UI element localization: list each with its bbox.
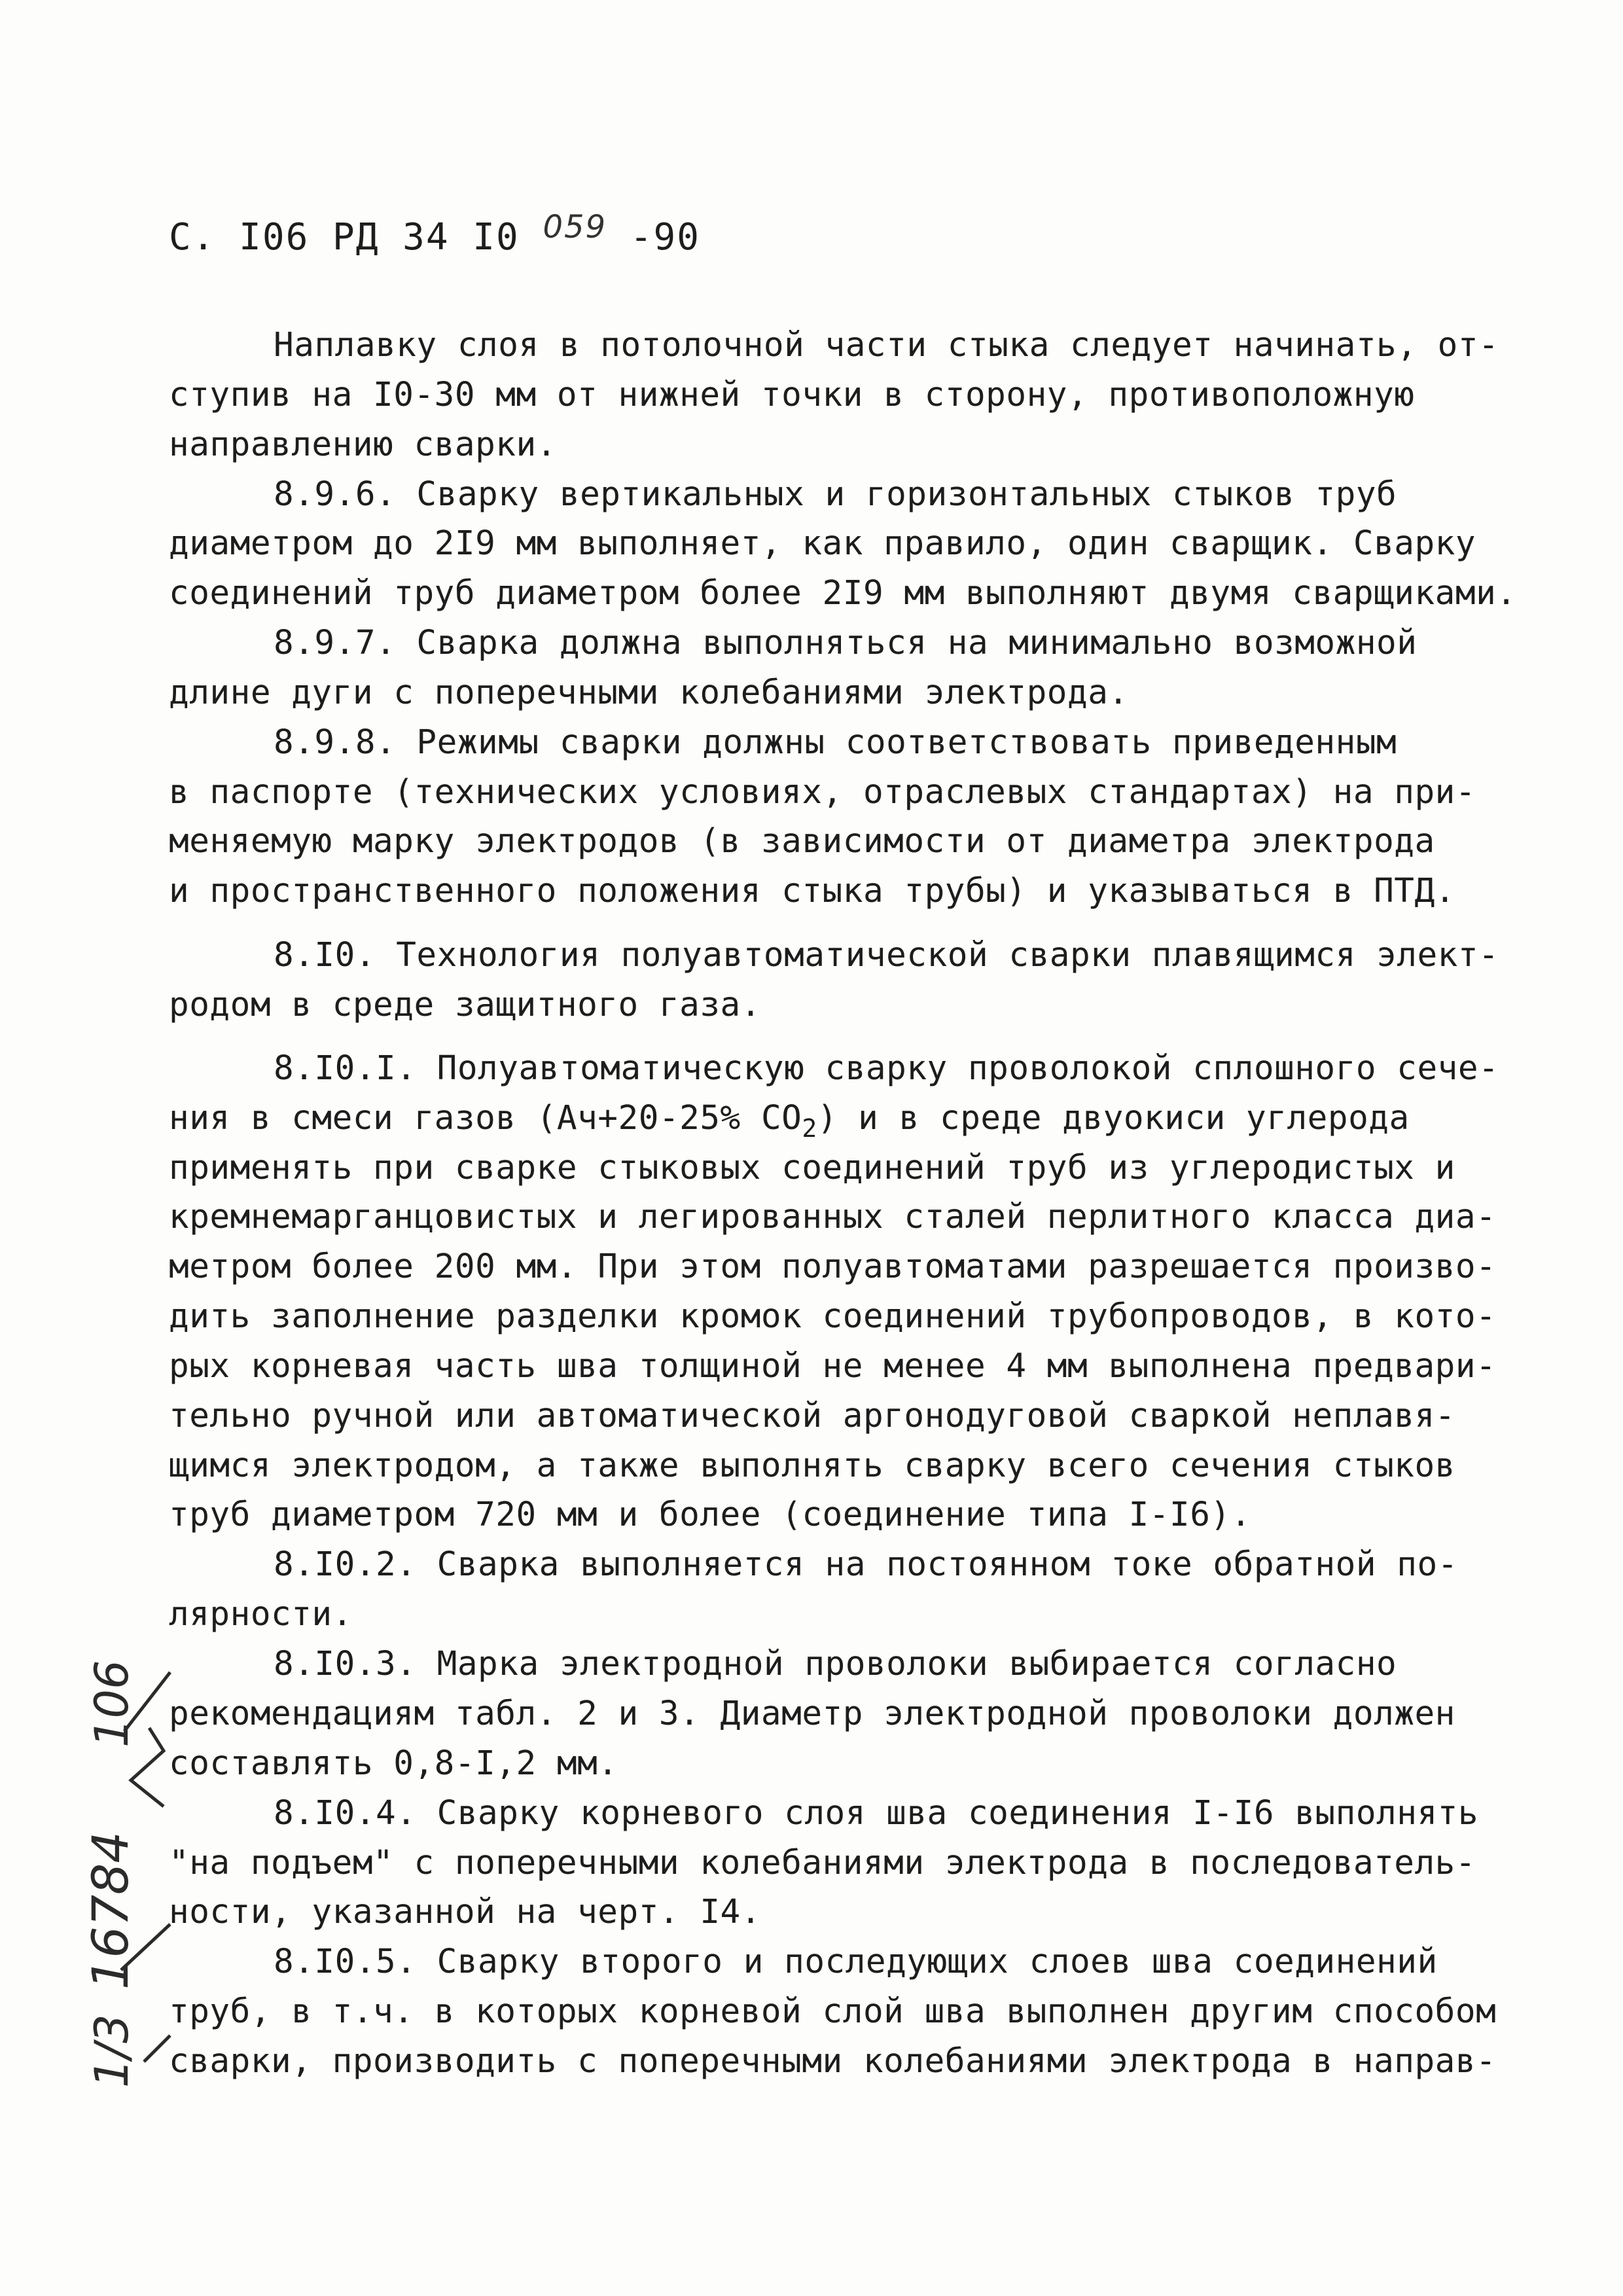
- text-line: 8.9.8. Режимы сварки должны соответствовать приведенным: [274, 723, 1397, 762]
- text-line: дить заполнение разделки кромок соединений трубопроводов, в кото-: [169, 1297, 1497, 1336]
- header-suffix: -90: [630, 216, 700, 259]
- text-line: кремнемарганцовистых и легированных сталей перлитного класса диа-: [169, 1198, 1497, 1236]
- text-line: 8.I0.4. Сварку корневого слоя шва соединения I-I6 выполнять: [274, 1794, 1479, 1833]
- text-line: применять при сварке стыковых соединений труб из углеродистых и: [169, 1149, 1455, 1187]
- formula-text-end: ) и в среде двуокиси углерода: [817, 1099, 1410, 1138]
- text-line: 8.I0.I. Полуавтоматическую сварку проволокой сплошного сече-: [274, 1049, 1499, 1088]
- text-line: тельно ручной или автоматической аргонодуговой сваркой неплавя-: [169, 1397, 1455, 1435]
- formula-text-start: ния в смеси газов (Ач+20-25%: [169, 1099, 741, 1138]
- text-line: 8.9.7. Сварка должна выполняться на минимально возможной: [274, 624, 1418, 662]
- text-line: ности, указанной на черт. I4.: [169, 1893, 761, 1931]
- text-line: рекомендациям табл. 2 и 3. Диаметр электродной проволоки должен: [169, 1695, 1455, 1733]
- text-line: соединений труб диаметром более 2I9 мм выполняют двумя сварщиками.: [169, 574, 1517, 613]
- text-line: сварки, производить с поперечными колебаниями электрода в направ-: [169, 2042, 1497, 2081]
- text-line: лярности.: [169, 1595, 353, 1634]
- text-line: труб диаметром 720 мм и более (соединение типа I-I6).: [169, 1496, 1251, 1534]
- text-line: меняемую марку электродов (в зависимости от диаметра электрода: [169, 822, 1435, 861]
- margin-fraction: 1/3: [85, 2014, 139, 2088]
- text-line: 8.I0.3. Марка электродной проволоки выбирается согласно: [274, 1645, 1397, 1683]
- text-line: диаметром до 2I9 мм выполняет, как правило, один сварщик. Сварку: [169, 524, 1476, 563]
- text-line: метром более 200 мм. При этом полуавтоматами разрешается произво-: [169, 1247, 1497, 1286]
- page-header: [169, 209, 700, 259]
- text-line: составлять 0,8-I,2 мм.: [169, 1744, 618, 1783]
- text-line: 8.I0. Технология полуавтоматической сварки плавящимся элект-: [274, 936, 1499, 975]
- text-line: направлению сварки.: [169, 425, 557, 464]
- margin-page: 106: [85, 1660, 139, 1748]
- text-line: 8.I0.5. Сварку второго и последующих слоев шва соединений: [274, 1943, 1438, 1981]
- text-line: и пространственного положения стыка трубы) и указываться в ПТД.: [169, 872, 1455, 910]
- text-line: "на подъем" с поперечными колебаниями электрода в последователь-: [169, 1844, 1476, 1882]
- header-handwritten-number: 059: [543, 209, 607, 245]
- co2-subscript: 2: [802, 1114, 817, 1143]
- co2-symbol: CO: [760, 1099, 802, 1138]
- margin-number: 16784: [81, 1831, 139, 1990]
- text-line: рых корневая часть шва толщиной не менее 4 мм выполнена предвари-: [169, 1347, 1497, 1386]
- text-line: ступив на I0-30 мм от нижней точки в сторону, противоположную: [169, 376, 1415, 414]
- handwritten-margin-note: [65, 1610, 177, 2094]
- header-prefix: С. I06 РД 34 I0: [169, 216, 520, 259]
- text-line: длине дуги с поперечными колебаниями электрода.: [169, 673, 1129, 712]
- text-line: родом в среде защитного газа.: [169, 986, 761, 1024]
- text-line: щимся электродом, а также выполнять сварку всего сечения стыков: [169, 1446, 1455, 1485]
- text-line: 8.I0.2. Сварка выполняется на постоянном токе обратной по-: [274, 1545, 1458, 1584]
- text-line: труб, в т.ч. в которых корневой слой шва выполнен другим способом: [169, 1992, 1497, 2031]
- text-line: Наплавку слоя в потолочной части стыка следует начинать, от-: [274, 326, 1499, 365]
- text-line: в паспорте (технических условиях, отраслевых стандартах) на при-: [169, 773, 1476, 812]
- text-line: 8.9.6. Сварку вертикальных и горизонтальных стыков труб: [274, 475, 1397, 514]
- text-line-with-formula: [169, 1099, 1410, 1143]
